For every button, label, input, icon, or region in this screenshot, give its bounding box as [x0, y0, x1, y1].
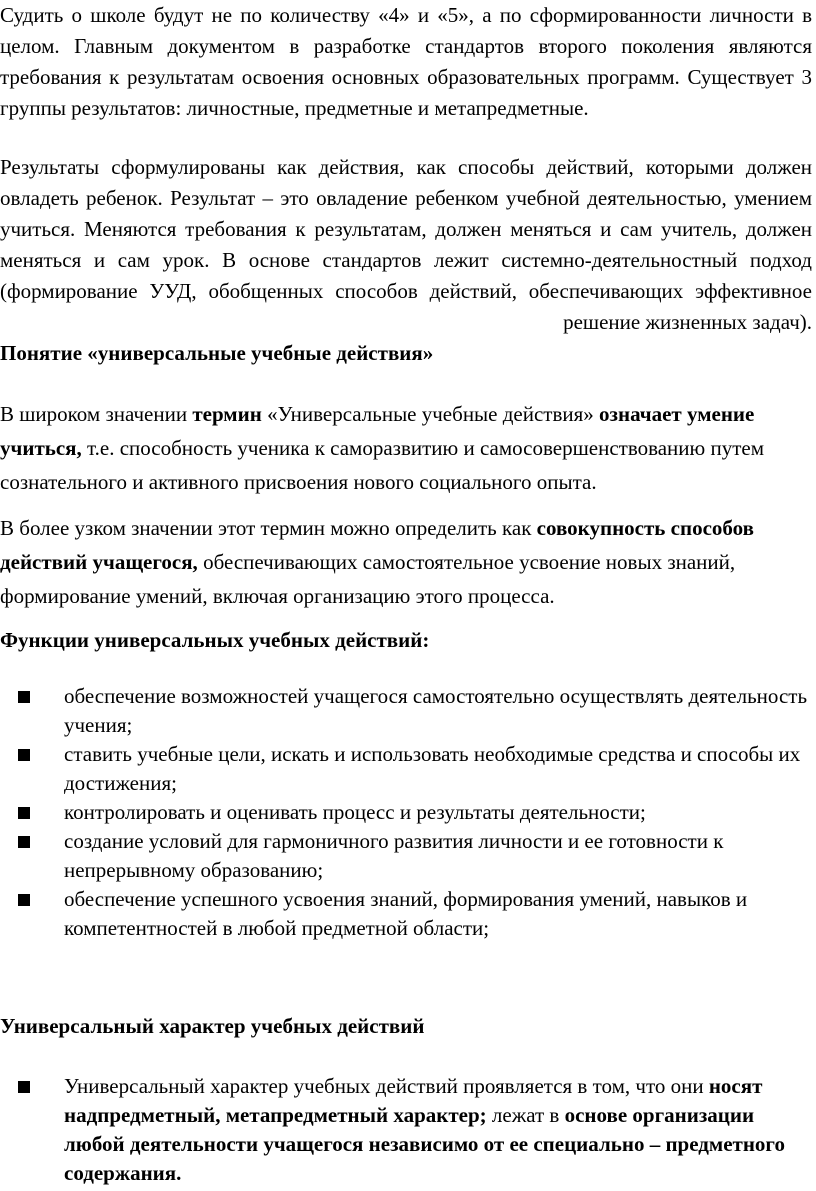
list-item-text: обеспечение возможностей учащегося самостоятельно осуществлять деятельность учения;	[64, 684, 808, 737]
black-square-bullet-icon	[18, 836, 30, 848]
list-item	[0, 740, 812, 798]
universal-text-1: Универсальный характер учебных действий проявляется в том, что они	[64, 1074, 709, 1098]
universal-bold-1: носят надпредметный, метапредметный характер;	[64, 1074, 763, 1127]
black-square-bullet-icon	[18, 691, 30, 703]
narrow-text-1: В более узком значении этот термин можно определить как	[0, 516, 537, 540]
black-square-bullet-icon	[18, 749, 30, 761]
uud-concept-heading: Понятие «универсальные учебные действия»	[0, 341, 434, 365]
intro-paragraph: Судить о школе будут не по количеству «4» и «5», а по сформированности личности в целом. Главным документом в разработке стандартов второго поколения являются требования к результатам освоения основных образовательных программ. Существует 3 группы результатов: личностные, предметные и метапредметные.	[0, 3, 812, 120]
functions-heading: Функции универсальных учебных действий:	[0, 628, 430, 652]
results-paragraph: Результаты сформулированы как действия, как способы действий, которыми должен овладеть ребенок. Результат – это овладение ребенком учебной деятельностью, умением учиться. Меняются требования к результатам, должен меняться и сам учитель, должен меняться и сам урок. В основе стандартов лежит системно-деятельностный подход (формирование УУД, обобщенных способов действий, обеспечивающих эффективное решение жизненных задач).	[0, 155, 812, 334]
list-item	[0, 682, 812, 740]
broad-bold-term: термин	[192, 402, 262, 426]
list-item	[0, 827, 812, 885]
black-square-bullet-icon	[18, 1081, 30, 1093]
narrow-text-2: обеспечивающих самостоятельное усвоение новых знаний, формирование умений, включая организацию этого процесса.	[0, 550, 736, 608]
broad-meaning-paragraph	[0, 397, 812, 499]
broad-bold-means: означает умение учиться,	[0, 402, 755, 460]
universal-character-heading: Универсальный характер учебных действий	[0, 1014, 425, 1038]
universal-bold-2: основе организации любой деятельности учащегося независимо от ее специально – предметного содержания.	[64, 1103, 785, 1185]
list-item	[0, 885, 812, 943]
list-item-text: создание условий для гармоничного развития личности и ее готовности к непрерывному образованию;	[64, 829, 724, 882]
list-item	[0, 798, 812, 827]
functions-list	[0, 682, 812, 943]
broad-text-1: В широком значении	[0, 402, 193, 426]
universal-text-2: лежат в	[486, 1103, 565, 1127]
narrow-bold-term: совокупность способов действий учащегося,	[0, 516, 754, 574]
black-square-bullet-icon	[18, 894, 30, 906]
list-item-text: контролировать и оценивать процесс и результаты деятельности;	[64, 800, 646, 824]
black-square-bullet-icon	[18, 807, 30, 819]
narrow-meaning-paragraph	[0, 511, 812, 613]
list-item-text: ставить учебные цели, искать и использовать необходимые средства и способы их достижения;	[64, 742, 801, 795]
list-item-text: обеспечение успешного усвоения знаний, формирования умений, навыков и компетентностей в любой предметной области;	[64, 887, 748, 940]
list-item	[0, 1072, 812, 1188]
broad-text-2: «Универсальные учебные действия»	[261, 402, 600, 426]
universal-character-list	[0, 1072, 812, 1188]
broad-text-3: т.е. способность ученика к саморазвитию и самосовершенствованию путем сознательного и активного присвоения нового социального опыта.	[0, 436, 764, 494]
